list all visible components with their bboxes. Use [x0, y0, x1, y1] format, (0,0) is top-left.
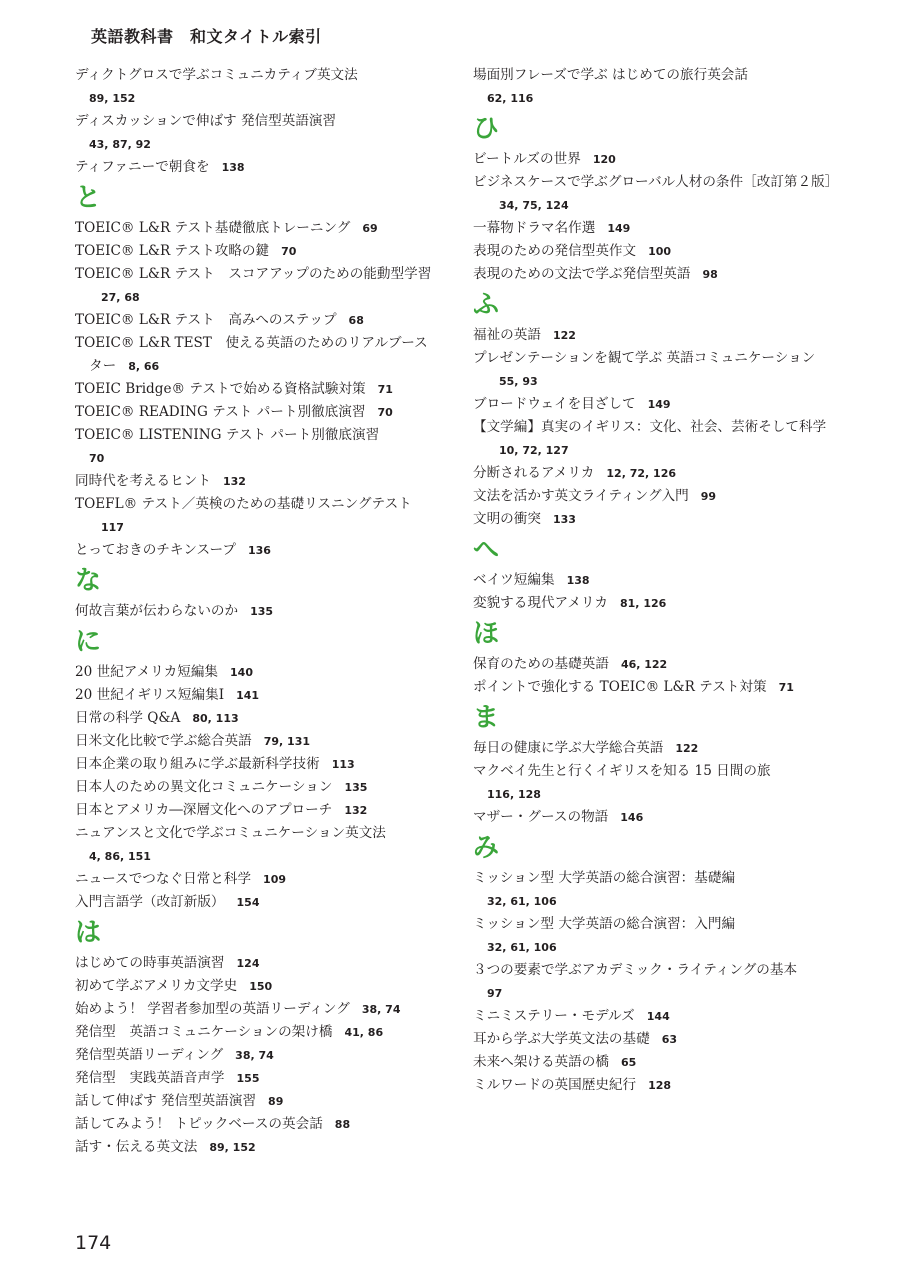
- entry-pages: 144: [646, 1010, 670, 1023]
- entry-title: 日本企業の取り組みに学ぶ最新科学技術: [75, 756, 320, 772]
- entry-title: 表現のための発信型英作文: [473, 243, 637, 259]
- index-entry: [75, 217, 437, 240]
- index-entry: [75, 110, 437, 156]
- entry-pages: 146: [620, 811, 644, 824]
- entry-title: 日米文化比較で学ぶ総合英語: [75, 733, 252, 749]
- index-entry: [75, 799, 437, 822]
- entry-title: 話す・伝える英文法: [75, 1139, 198, 1155]
- index-entry: [75, 424, 437, 470]
- index-entry: [75, 1113, 437, 1136]
- entry-title: ニュアンスと文化で学ぶコミュニケーション英文法: [75, 825, 386, 841]
- index-entry: [75, 470, 437, 493]
- index-entry: [75, 998, 437, 1021]
- entry-pages: 89, 152: [209, 1141, 256, 1154]
- index-entry: [473, 416, 845, 462]
- entry-title: 文法を活かす英文ライティング入門: [473, 488, 689, 504]
- entry-title: ニュースでつなぐ日常と科学: [75, 871, 252, 887]
- entry-pages: 122: [675, 742, 699, 755]
- entry-pages: 69: [362, 222, 378, 235]
- index-column-right: [473, 64, 845, 1097]
- entry-title: TOEIC® L&R テスト 高みへのステップ: [75, 312, 337, 328]
- entry-title: 未来へ架ける英語の橋: [473, 1054, 609, 1070]
- section-heading-ha: は: [75, 918, 102, 948]
- index-entry: [75, 684, 437, 707]
- entry-pages: 138: [566, 574, 590, 587]
- entry-pages: 70: [377, 406, 393, 419]
- index-entry: [75, 707, 437, 730]
- entry-title: 初めて学ぶアメリカ文学史: [75, 978, 238, 994]
- entry-title: ミルワードの英国歴史紀行: [473, 1077, 637, 1093]
- index-entry: [473, 64, 845, 110]
- entry-title: 日本人のための異文化コミュニケーション: [75, 779, 333, 795]
- entry-title: TOEIC® L&R テスト スコアアップのための能動型学習: [75, 266, 432, 282]
- entry-pages: 138: [221, 161, 245, 174]
- entry-title: 変貌する現代アメリカ: [473, 595, 608, 611]
- entry-pages: 71: [778, 681, 794, 694]
- entry-title: TOEIC® LISTENING テスト パート別徹底演習: [75, 427, 380, 443]
- page-title: 英語教科書 和文タイトル索引: [91, 27, 322, 46]
- entry-title: 発信型 英語コミュニケーションの架け橋: [75, 1024, 333, 1040]
- index-column-left: [75, 64, 437, 1159]
- entry-pages: 100: [648, 245, 672, 258]
- entry-title: ビートルズの世界: [473, 151, 581, 167]
- index-entry: [473, 913, 845, 959]
- index-entry: [473, 1051, 845, 1074]
- entry-pages: 99: [700, 490, 717, 503]
- index-entry: [75, 493, 437, 539]
- entry-pages: 27, 68: [101, 291, 140, 304]
- entry-pages: 136: [247, 544, 271, 557]
- entry-pages: 155: [236, 1072, 260, 1085]
- entry-title: 保育のための基礎英語: [473, 656, 609, 672]
- entry-title: ミッション型 大学英語の総合演習：入門編: [473, 916, 736, 932]
- entry-pages: 128: [648, 1079, 672, 1092]
- section-heading-fu: ふ: [473, 290, 500, 320]
- section-heading-to: と: [75, 183, 102, 213]
- entry-pages: 133: [552, 513, 576, 526]
- index-entry: [75, 539, 437, 562]
- entry-pages: 46, 122: [620, 658, 668, 671]
- index-entry: [75, 240, 437, 263]
- index-entry: [473, 240, 845, 263]
- entry-pages: 32, 61, 106: [487, 941, 557, 954]
- entry-pages: 141: [236, 689, 260, 702]
- entry-pages: 63: [661, 1033, 678, 1046]
- section-heading-he: へ: [473, 535, 500, 565]
- index-entry: [75, 156, 437, 179]
- entry-title: TOEIC® READING テスト パート別徹底演習: [75, 404, 366, 420]
- entry-pages: 38, 74: [235, 1049, 274, 1062]
- entry-pages: 79, 131: [263, 735, 310, 748]
- entry-title: ディスカッションで伸ばす 発信型英語演習: [75, 113, 337, 129]
- index-entry: [473, 1074, 845, 1097]
- section-heading-na: な: [75, 566, 102, 596]
- entry-pages: 140: [230, 666, 253, 679]
- entry-pages: 117: [101, 521, 124, 534]
- entry-title: ベイツ短編集: [473, 572, 555, 588]
- entry-title: ティファニーで朝食を: [75, 159, 210, 175]
- entry-title: 毎日の健康に学ぶ大学総合英語: [473, 740, 664, 756]
- entry-pages: 8, 66: [128, 360, 160, 373]
- entry-title: 発信型 実践英語音声学: [75, 1070, 225, 1086]
- entry-pages: 12, 72, 126: [606, 467, 676, 480]
- entry-pages: 70: [89, 452, 105, 465]
- entry-pages: 109: [263, 873, 287, 886]
- index-entry: [473, 1005, 845, 1028]
- entry-title: 場面別フレーズで学ぶ はじめての旅行英会話: [473, 67, 748, 83]
- entry-pages: 38, 74: [361, 1003, 401, 1016]
- index-entry: [75, 1067, 437, 1090]
- index-entry: [75, 730, 437, 753]
- entry-title: 話してみよう！ トピックベースの英会話: [75, 1116, 323, 1132]
- index-entry: [473, 737, 845, 760]
- entry-pages: 71: [377, 383, 393, 396]
- index-entry: [473, 171, 845, 217]
- index-entry: [75, 1044, 437, 1067]
- entry-title: マクベイ先生と行くイギリスを知る 15 日間の旅: [473, 763, 771, 779]
- index-entry: [473, 217, 845, 240]
- entry-pages: 132: [344, 804, 368, 817]
- entry-title: 耳から学ぶ大学英文法の基礎: [473, 1031, 650, 1047]
- entry-title: TOEFL® テスト／英検のための基礎リスニングテスト: [75, 496, 412, 512]
- index-entry: [473, 760, 845, 806]
- entry-pages: 113: [331, 758, 355, 771]
- entry-title: 表現のための文法で学ぶ発信型英語: [473, 266, 691, 282]
- entry-title: とっておきのチキンスープ: [75, 542, 236, 558]
- entry-title: ビジネスケースで学ぶグローバル人材の条件［改訂第２版］: [473, 174, 839, 190]
- index-entry: [473, 592, 845, 615]
- entry-pages: 97: [487, 987, 503, 1000]
- entry-title: TOEIC® L&R テスト基礎徹底トレーニング: [75, 220, 351, 236]
- entry-title: ポイントで強化する TOEIC® L&R テスト対策: [473, 679, 767, 695]
- entry-title: TOEIC® L&R テスト攻略の鍵: [75, 243, 270, 259]
- index-entry: [473, 485, 845, 508]
- entry-pages: 43, 87, 92: [89, 138, 151, 151]
- entry-pages: 89: [268, 1095, 284, 1108]
- index-entry: [75, 868, 437, 891]
- entry-title: 【文学編】真実のイギリス：文化、社会、芸術そして科学: [473, 419, 827, 435]
- index-entry: [473, 148, 845, 171]
- index-entry: [75, 952, 437, 975]
- entry-title: はじめての時事英語演習: [75, 955, 225, 971]
- index-entry: [75, 401, 437, 424]
- entry-title: ブロードウェイを目ざして: [473, 396, 636, 412]
- index-entry: [473, 676, 845, 699]
- entry-pages: 149: [607, 222, 631, 235]
- index-entry: [75, 64, 437, 110]
- index-entry: [75, 263, 437, 309]
- entry-title: TOEIC® L&R TEST 使える英語のためのリアルブースター: [75, 335, 428, 374]
- entry-pages: 132: [222, 475, 246, 488]
- index-entry: [75, 332, 437, 378]
- entry-title: ディクトグロスで学ぶコミュニカティブ英文法: [75, 67, 358, 83]
- entry-title: TOEIC Bridge® テストで始める資格試験対策: [75, 381, 366, 397]
- entry-title: 日常の科学 Q&A: [75, 710, 181, 726]
- entry-pages: 135: [250, 605, 274, 618]
- section-heading-ni: に: [75, 627, 102, 657]
- index-entry: [473, 959, 845, 1005]
- index-entry: [473, 653, 845, 676]
- entry-pages: 154: [236, 896, 260, 909]
- entry-title: 分断されるアメリカ: [473, 465, 595, 481]
- entry-title: 一幕物ドラマ名作選: [473, 220, 596, 236]
- entry-title: 文明の衝突: [473, 511, 541, 527]
- entry-pages: 55, 93: [499, 375, 538, 388]
- entry-pages: 62, 116: [487, 92, 534, 105]
- entry-title: 始めよう！ 学習者参加型の英語リーディング: [75, 1001, 350, 1017]
- entry-pages: 81, 126: [620, 597, 667, 610]
- index-entry: [75, 378, 437, 401]
- index-entry: [473, 347, 845, 393]
- entry-pages: 65: [620, 1056, 637, 1069]
- index-entry: [75, 1136, 437, 1159]
- entry-pages: 135: [344, 781, 368, 794]
- index-entry: [473, 867, 845, 913]
- entry-title: ３つの要素で学ぶアカデミック・ライティングの基本: [473, 962, 798, 978]
- index-entry: [473, 569, 845, 592]
- entry-title: 同時代を考えるヒント: [75, 473, 211, 489]
- entry-title: プレゼンテーションを観て学ぶ 英語コミュニケーション: [473, 350, 816, 366]
- index-entry: [75, 753, 437, 776]
- section-heading-ma: ま: [473, 703, 500, 733]
- entry-title: マザー・グースの物語: [473, 809, 609, 825]
- entry-pages: 88: [334, 1118, 351, 1131]
- entry-pages: 41, 86: [344, 1026, 384, 1039]
- index-entry: [473, 324, 845, 347]
- section-heading-hi: ひ: [473, 114, 500, 144]
- entry-pages: 32, 61, 106: [487, 895, 557, 908]
- entry-pages: 122: [552, 329, 576, 342]
- entry-title: 話して伸ばす 発信型英語演習: [75, 1093, 257, 1109]
- entry-pages: 150: [249, 980, 273, 993]
- entry-title: 20 世紀イギリス短編集Ⅰ: [75, 687, 225, 703]
- entry-pages: 149: [647, 398, 671, 411]
- index-entry: [75, 822, 437, 868]
- entry-title: ミッション型 大学英語の総合演習：基礎編: [473, 870, 736, 886]
- entry-title: 何故言葉が伝わらないのか: [75, 603, 239, 619]
- entry-pages: 4, 86, 151: [89, 850, 151, 863]
- entry-title: ミニミステリー・モデルズ: [473, 1008, 635, 1024]
- entry-pages: 116, 128: [487, 788, 541, 801]
- entry-title: 日本とアメリカ―深層文化へのアプローチ: [75, 802, 333, 818]
- index-entry: [75, 1021, 437, 1044]
- section-heading-mi: み: [473, 833, 500, 863]
- index-entry: [75, 661, 437, 684]
- entry-pages: 70: [281, 245, 297, 258]
- index-entry: [75, 1090, 437, 1113]
- entry-pages: 98: [702, 268, 718, 281]
- section-heading-ho: ほ: [473, 619, 500, 649]
- entry-title: 入門言語学（改訂新版）: [75, 894, 225, 910]
- index-entry: [75, 891, 437, 914]
- index-entry: [473, 806, 845, 829]
- entry-pages: 124: [236, 957, 260, 970]
- entry-title: 福祉の英語: [473, 327, 541, 343]
- entry-pages: 89, 152: [89, 92, 136, 105]
- index-entry: [75, 975, 437, 998]
- index-entry: [473, 1028, 845, 1051]
- entry-title: 発信型英語リーディング: [75, 1047, 224, 1063]
- entry-pages: 80, 113: [192, 712, 239, 725]
- index-entry: [75, 309, 437, 332]
- entry-title: 20 世紀アメリカ短編集: [75, 664, 219, 680]
- index-entry: [473, 508, 845, 531]
- page-number: 174: [75, 1232, 112, 1254]
- index-entry: [473, 263, 845, 286]
- index-entry: [75, 776, 437, 799]
- entry-pages: 34, 75, 124: [499, 199, 569, 212]
- entry-pages: 68: [348, 314, 364, 327]
- index-entry: [473, 462, 845, 485]
- entry-pages: 120: [592, 153, 616, 166]
- index-entry: [75, 600, 437, 623]
- entry-pages: 10, 72, 127: [499, 444, 569, 457]
- index-entry: [473, 393, 845, 416]
